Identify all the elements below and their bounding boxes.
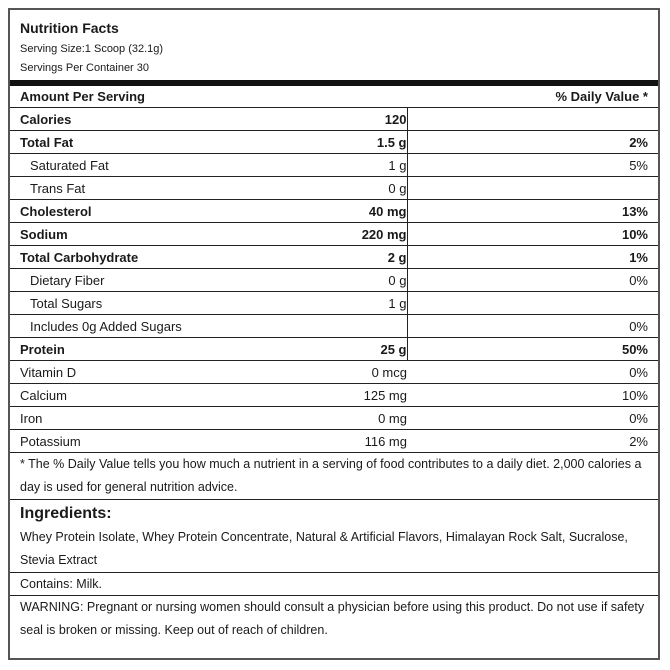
nutrient-amount: 0 g [297,269,407,292]
table-row [10,292,658,315]
table-row [10,154,658,177]
table-header-row [10,86,658,108]
amount-per-serving-label: Amount Per Serving [10,86,407,108]
nutrient-name: Saturated Fat [10,154,297,177]
warning-statement: WARNING: Pregnant or nursing women should consult a physician before using this product. Do not use if safety seal is broken or missing. Keep out of reach of children. [20,600,645,637]
nutrient-table [10,86,658,453]
table-row [10,223,658,246]
nutrient-amount: 2 g [297,246,407,269]
nutrient-amount: 0 mcg [297,361,407,384]
nutrient-dv [407,292,658,315]
table-row [10,246,658,269]
nutrient-dv: 10% [407,384,658,407]
nutrient-name: Calories [10,108,297,131]
table-row [10,131,658,154]
daily-value-label: % Daily Value * [407,86,658,108]
nutrient-dv: 2% [407,131,658,154]
nutrient-name: Total Fat [10,131,297,154]
nutrient-dv: 5% [407,154,658,177]
nutrient-name: Vitamin D [10,361,297,384]
nutrient-name: Cholesterol [10,200,297,223]
table-row [10,108,658,131]
panel-title: Nutrition Facts [20,20,119,36]
ingredients-title: Ingredients: [20,505,112,522]
nutrient-name: Total Carbohydrate [10,246,297,269]
daily-value-footnote: * The % Daily Value tells you how much a nutrient in a serving of food contributes to a daily diet. 2,000 calories a day is used for general nutrition advice. [10,453,658,500]
nutrient-dv: 0% [407,407,658,430]
nutrient-dv: 13% [407,200,658,223]
nutrient-amount: 40 mg [297,200,407,223]
table-row [10,430,658,453]
table-row [10,384,658,407]
nutrient-name: Total Sugars [10,292,297,315]
table-row [10,361,658,384]
nutrient-dv: 0% [407,361,658,384]
nutrient-amount: 0 g [297,177,407,200]
nutrient-amount: 116 mg [297,430,407,453]
table-row [10,338,658,361]
table-row [10,200,658,223]
nutrient-amount: 125 mg [297,384,407,407]
nutrient-dv: 1% [407,246,658,269]
nutrient-amount: 1.5 g [297,131,407,154]
nutrient-dv: 10% [407,223,658,246]
nutrient-name: Iron [10,407,297,430]
table-row [10,315,658,338]
ingredients-list: Whey Protein Isolate, Whey Protein Concentrate, Natural & Artificial Flavors, Himalayan Rock Salt, Sucralose, Stevia Extract [10,526,658,573]
allergen-statement: Contains: Milk. [10,573,658,596]
nutrient-amount: 25 g [297,338,407,361]
nutrient-dv: 50% [407,338,658,361]
nutrition-facts-panel [8,8,660,660]
nutrient-name: Potassium [10,430,297,453]
table-row [10,177,658,200]
nutrient-amount: 1 g [297,154,407,177]
serving-size: Serving Size:1 Scoop (32.1g) [20,43,164,55]
nutrient-name: Dietary Fiber [10,269,297,292]
servings-per-container: Servings Per Container 30 [20,62,150,74]
nutrient-amount: 1 g [297,292,407,315]
nutrient-dv [407,108,658,131]
nutrient-name: Trans Fat [10,177,297,200]
nutrient-dv: 0% [407,315,658,338]
nutrient-name: Calcium [10,384,297,407]
nutrient-name: Protein [10,338,297,361]
nutrient-name: Includes 0g Added Sugars [10,315,297,338]
nutrient-amount: 220 mg [297,223,407,246]
nutrient-amount: 0 mg [297,407,407,430]
table-row [10,407,658,430]
table-row [10,269,658,292]
nutrition-header [10,10,658,78]
nutrient-amount [297,315,407,338]
nutrient-dv: 2% [407,430,658,453]
nutrient-dv [407,177,658,200]
nutrient-dv: 0% [407,269,658,292]
nutrient-name: Sodium [10,223,297,246]
nutrient-amount: 120 [297,108,407,131]
